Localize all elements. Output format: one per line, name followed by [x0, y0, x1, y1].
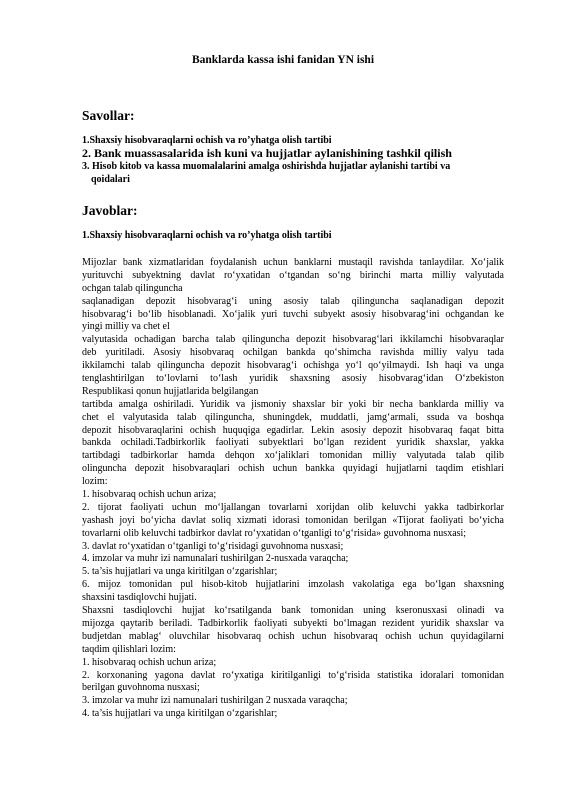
body-text-line: Shaxsni tasdiqlovchi hujjat ko‘rsatilganda bank tomonidan uning kseronusxasi olinadi va: [82, 605, 504, 617]
body-text-line: 4. imzolar va muhr izi namunalari tushirilgan 2-nusxada varaqcha;: [82, 553, 349, 565]
question-text: 2. Bank muassasalarida ish kuni va hujjatlar aylanishining tashkil qilish: [82, 146, 452, 160]
body-text-line: 1. hisobvaraq ochish uchun ariza;: [82, 656, 217, 668]
body-text-line: depozit hisobvaraqlarini ochish huquqiga egadirlar. Lekin asosiy depozit hisobvaraq faqat bitta: [82, 424, 504, 436]
body-text-line: 3. imzolar va muhr izi namunalari tushirilgan 2 nusxada varaqcha;: [82, 695, 348, 707]
question-item: [82, 147, 502, 160]
answer-body: [82, 257, 504, 721]
body-text-line: olinguncha depozit hisobvaraqlari ochish uchun bankka quyidagi hujjatlarni taqdim etishlari: [82, 463, 504, 475]
body-text-line: Respublikasi qonun hujjatlarida belgilangan: [82, 385, 259, 397]
answers-heading: Javoblar:: [82, 203, 138, 218]
body-text-line: budjetdan mablag‘ oluvchilar hisobvaraq ochish uchun hisobvaraq ochish uchun quyidagilarni: [82, 630, 504, 642]
questions-list: [82, 134, 502, 186]
body-text-line: 2. korxonaning yagona davlat ro‘yxatiga kiritilganligi to‘g‘risida statistika idoralari tomonidan: [82, 669, 504, 681]
body-text-line: Mijozlar bank xizmatlaridan foydalanish uchun banklarni mustaqil ravishda tanlaydilar. Xo‘jalik: [82, 257, 504, 268]
body-text-line: tartibdagi tadbirkorlar hamda dehqon xo‘jaliklari tomonidan milliy valyutada talab qilib: [82, 450, 504, 462]
body-text-line: ikkilamchi talab qilinguncha depozit hisobvarag‘i ochishga yo‘l qo‘yilmaydi. Ish haqi va unga: [82, 360, 504, 372]
body-text-line: yashash joyi bo‘yicha davlat soliq xizmati idorasi tomonidan berilgan «Tijorat faoliyati bo‘yicha: [82, 514, 504, 526]
body-text-line: valyutasida ochadigan barcha talab qilinguncha depozit hisobvarag‘lari ikkilamchi hisobvaraqlar: [82, 334, 504, 346]
body-text-line: bankda ochiladi.Tadbirkorlik faoliyati subyektlari bo‘lgan rezident yuridik shaxslar, yakka: [82, 437, 504, 449]
body-text-line: 6. mijoz tomonidan pul hisob-kitob hujjatlarini imzolash vakolatiga ega bo‘lgan shaxsning: [82, 579, 504, 591]
body-text-line: 3. davlat ro‘yxatidan o‘tganligi to‘g‘risidagi guvohnoma nusxasi;: [82, 540, 344, 552]
body-text-line: mijozga qaytarib beriladi. Tadbirkorlik faoliyati subyekti bo‘lmagan rezident yuridik shaxslar va: [82, 617, 504, 629]
body-text-line: lozim:: [82, 476, 108, 488]
question-text-continued: qoidalari: [91, 174, 130, 185]
body-text-line: ochgan talab qilinguncha: [82, 282, 183, 294]
body-text-line: yurituvchi subyektning davlat ro‘yxatidan o‘tgandan so‘ng birinchi marta milliy valyutada: [82, 269, 504, 281]
body-text-line: shaxsini tasdiqlovchi hujjati.: [82, 592, 197, 604]
body-text-line: chet el valyutasida talab qilinguncha, shuningdek, muddatli, jamg‘armali, ssuda va boshqa: [82, 411, 504, 423]
body-text-line: yingi milliy va chet el: [82, 321, 170, 333]
question-text: 3. Hisob kitob va kassa muomalalarini amalga oshirishda hujjatlar aylanishi tartibi va: [82, 161, 451, 172]
question-item: [82, 160, 502, 186]
question-text: 1.Shaxsiy hisobvaraqlarni ochish va ro’yhatga olish tartibi: [82, 135, 332, 146]
body-text-line: taqdim qilishlari lozim:: [82, 643, 176, 655]
questions-heading: Savollar:: [82, 108, 135, 123]
body-text-line: deb yuritiladi. Asosiy hisobvaraq ochilgan bankda qo‘shimcha ravishda milliy valyu tada: [82, 347, 504, 359]
body-text-line: berilgan guvohnoma nusxasi;: [82, 682, 200, 694]
body-text-line: tartibda amalga oshiriladi. Yuridik va jismoniy shaxslar bir yoki bir necha banklarda milliy va: [82, 398, 504, 410]
body-text-line: 4. ta’sis hujjatlari va unga kiritilgan o‘zgarishlar;: [82, 708, 278, 720]
answer-subheading: 1.Shaxsiy hisobvaraqlarni ochish va ro’yhatga olish tartibi: [82, 230, 332, 241]
body-text-line: 2. tijorat faoliyati uchun mo‘ljallangan tovarlarni xorijdan olib keluvchi yakka tadbirkorlar: [82, 501, 504, 513]
body-text-line: hisobvarag‘i bo‘lib hisoblanadi. Xo‘jalik yuri tuvchi subyekt asosiy hisobvarag‘ini ochgandan ke: [82, 308, 504, 320]
document-title: Banklarda kassa ishi fanidan YN ishi: [191, 54, 375, 66]
body-text-line: tovarlarni olib keluvchi tadbirkor davlat ro‘yxatidan o‘tganligi to‘g‘risida» guvohnoma nusxasi;: [82, 527, 467, 539]
body-text-line: 5. ta’sis hujjatlari va unga kiritilgan o‘zgarishlar;: [82, 566, 278, 578]
body-text-line: saqlanadigan depozit hisobvarag‘i uning asosiy talab qilinguncha saqlanadigan depozit: [82, 295, 504, 307]
body-text-line: 1. hisobvaraq ochish uchun ariza;: [82, 489, 217, 501]
body-text-line: tenglashtirilgan to‘lovlarni to‘lash yuridik shaxsning asosiy hisobvarag‘idan O‘zbekiston: [82, 373, 504, 385]
